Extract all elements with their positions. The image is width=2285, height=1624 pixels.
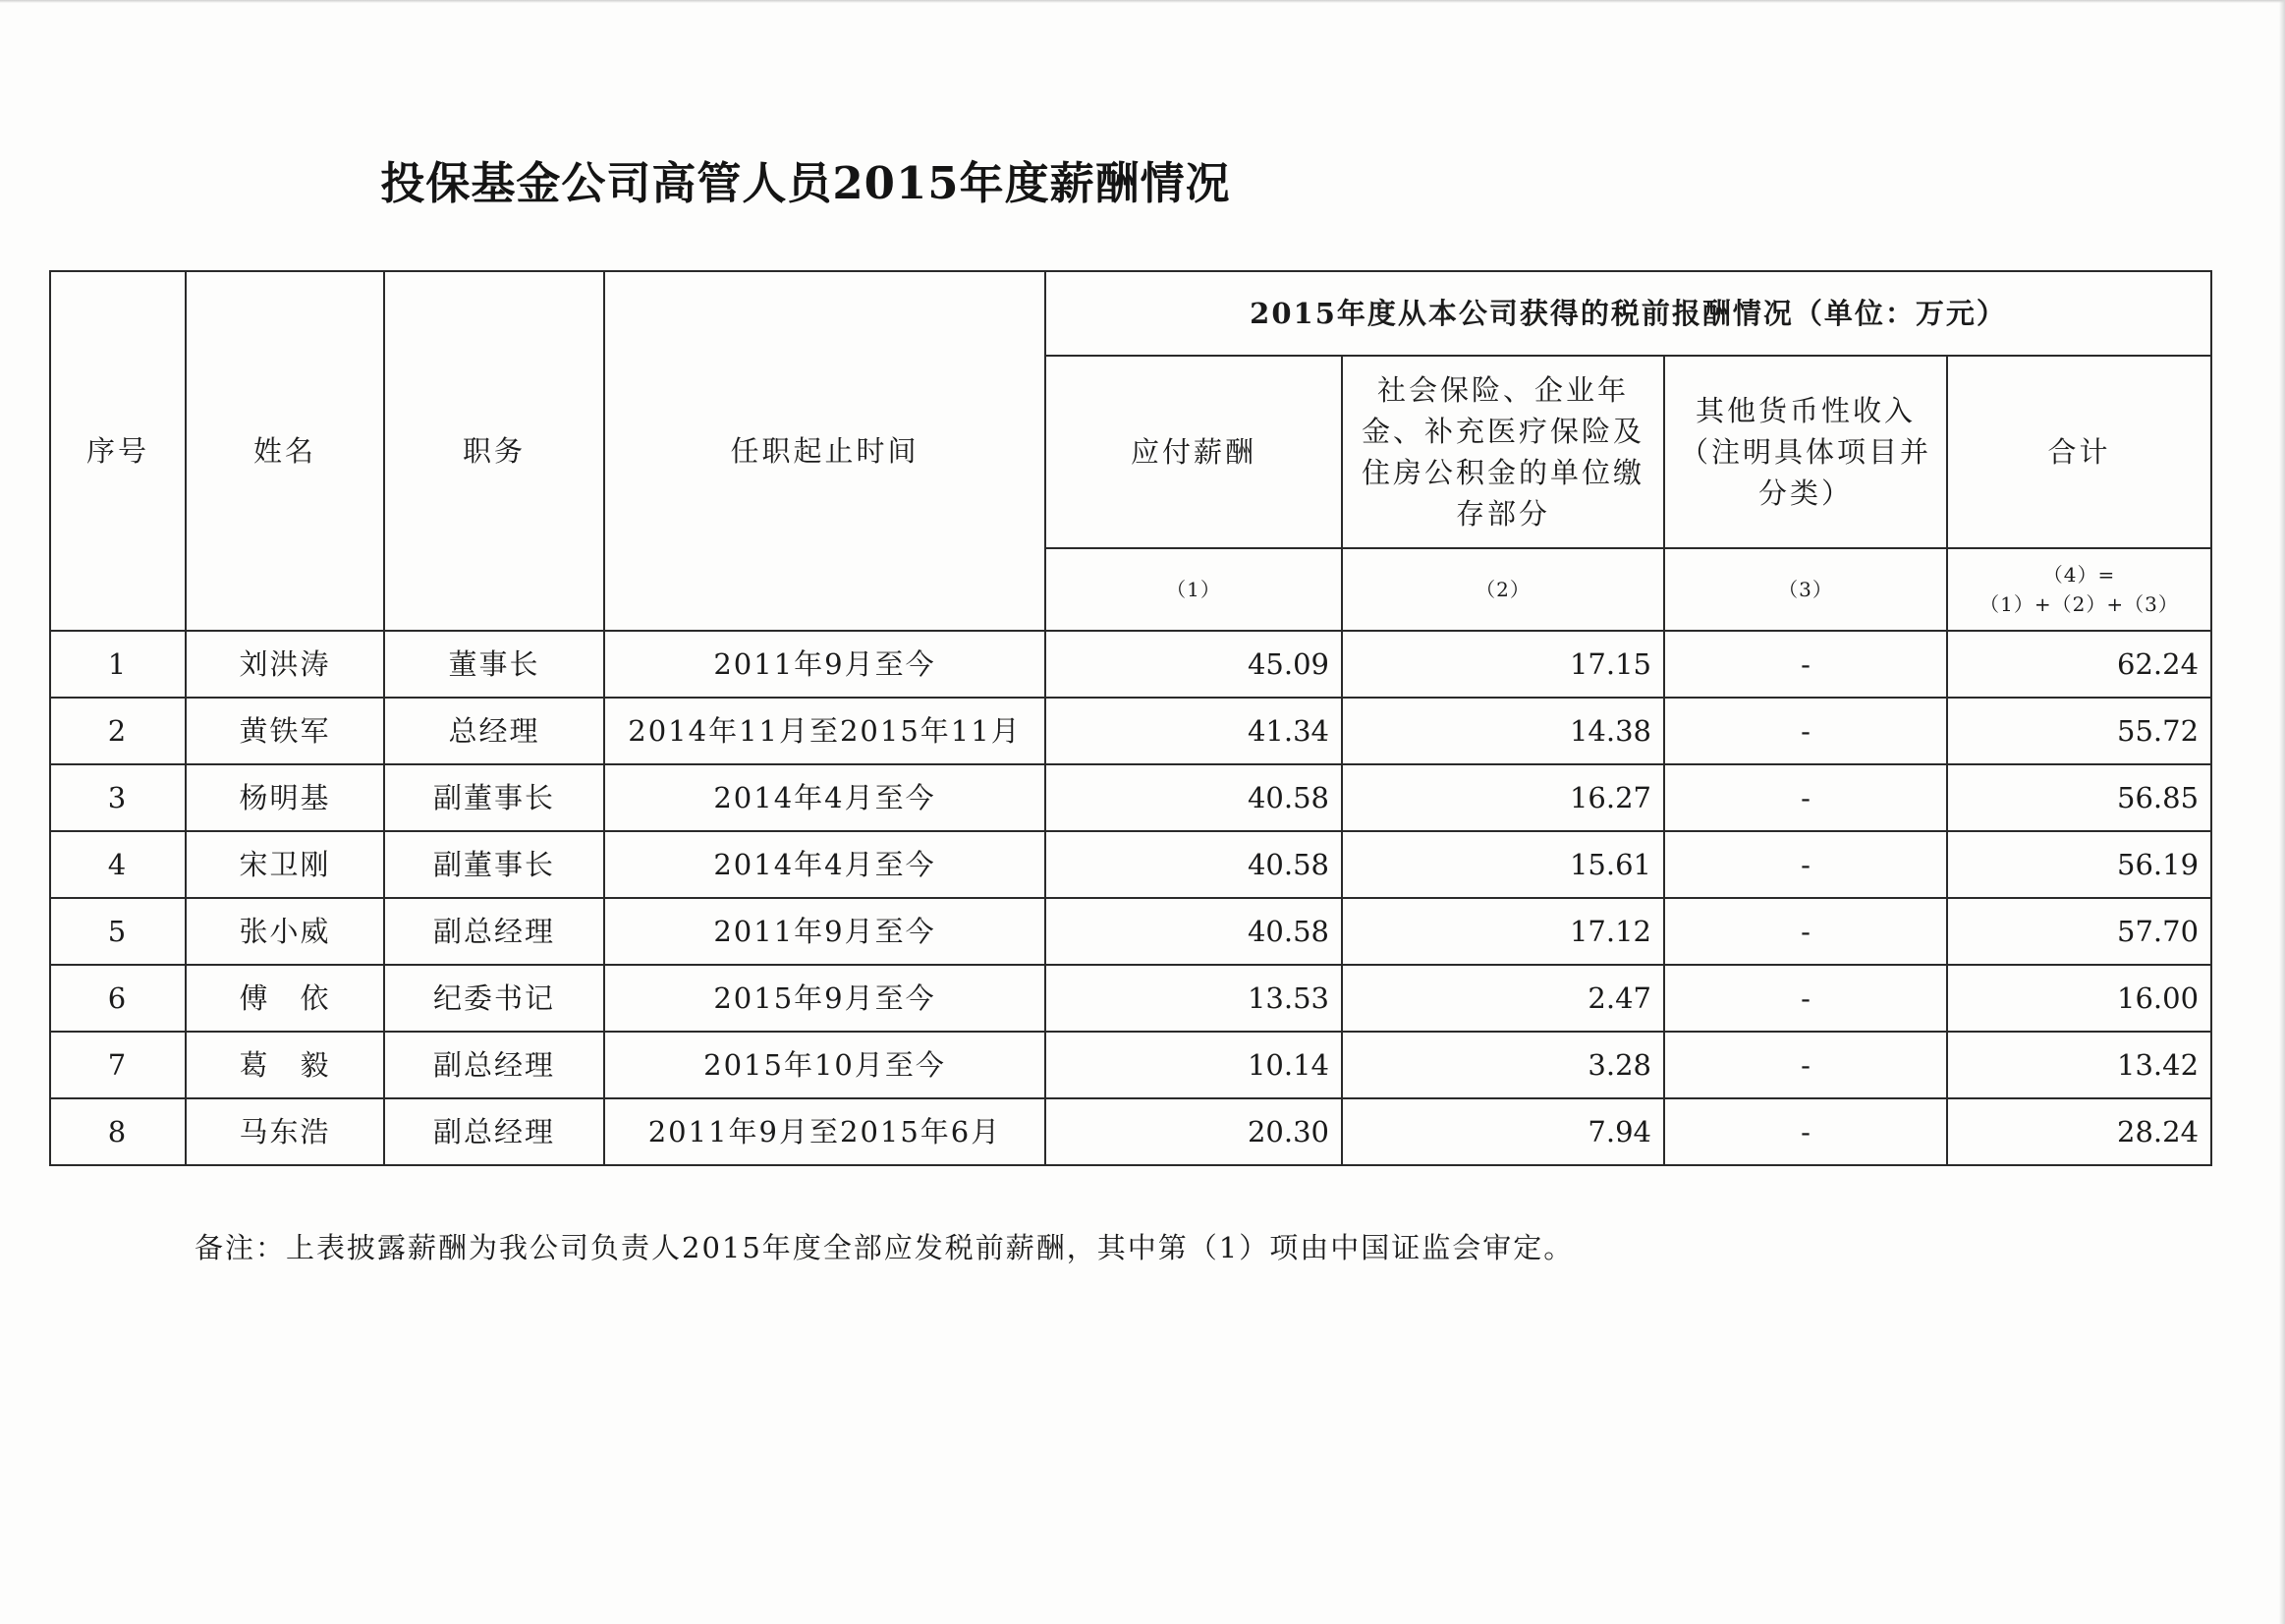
cell-term: 2015年10月至今	[604, 1032, 1045, 1098]
table-header	[50, 271, 2211, 631]
cell-seq: 4	[50, 831, 186, 898]
cell-other: -	[1664, 764, 1947, 831]
table-body	[50, 631, 2211, 1165]
cell-other: -	[1664, 831, 1947, 898]
cell-payable: 40.58	[1045, 831, 1342, 898]
cell-payable: 45.09	[1045, 631, 1342, 698]
cell-payable: 20.30	[1045, 1098, 1342, 1165]
header-num-3: （3）	[1664, 548, 1947, 631]
cell-name: 葛 毅	[186, 1032, 384, 1098]
cell-payable: 13.53	[1045, 965, 1342, 1032]
cell-term: 2011年9月至今	[604, 631, 1045, 698]
cell-term: 2014年4月至今	[604, 764, 1045, 831]
header-payable: 应付薪酬	[1045, 356, 1342, 548]
table-row	[50, 764, 2211, 831]
cell-position: 副总经理	[384, 1098, 604, 1165]
header-num-4: （4）=（1）+（2）+（3）	[1947, 548, 2211, 631]
cell-seq: 2	[50, 698, 186, 764]
header-position: 职务	[384, 271, 604, 631]
document-title: 投保基金公司高管人员2015年度薪酬情况	[380, 157, 1231, 209]
table-row	[50, 631, 2211, 698]
header-social-insurance: 社会保险、企业年金、补充医疗保险及住房公积金的单位缴存部分	[1342, 356, 1664, 548]
cell-term: 2014年11月至2015年11月	[604, 698, 1045, 764]
cell-total: 16.00	[1947, 965, 2211, 1032]
cell-social: 2.47	[1342, 965, 1664, 1032]
cell-name: 傅 依	[186, 965, 384, 1032]
table-row	[50, 965, 2211, 1032]
cell-name: 马东浩	[186, 1098, 384, 1165]
cell-term: 2014年4月至今	[604, 831, 1045, 898]
header-seq: 序号	[50, 271, 186, 631]
header-num-1: （1）	[1045, 548, 1342, 631]
cell-seq: 8	[50, 1098, 186, 1165]
cell-social: 17.15	[1342, 631, 1664, 698]
cell-payable: 40.58	[1045, 898, 1342, 965]
cell-social: 16.27	[1342, 764, 1664, 831]
cell-seq: 3	[50, 764, 186, 831]
cell-social: 7.94	[1342, 1098, 1664, 1165]
header-other-income: 其他货币性收入（注明具体项目并分类）	[1664, 356, 1947, 548]
cell-name: 张小威	[186, 898, 384, 965]
cell-position: 董事长	[384, 631, 604, 698]
cell-other: -	[1664, 898, 1947, 965]
cell-name: 杨明基	[186, 764, 384, 831]
header-term: 任职起止时间	[604, 271, 1045, 631]
cell-seq: 6	[50, 965, 186, 1032]
cell-total: 56.19	[1947, 831, 2211, 898]
header-compensation-group: 2015年度从本公司获得的税前报酬情况（单位：万元）	[1045, 271, 2211, 356]
cell-other: -	[1664, 631, 1947, 698]
cell-total: 57.70	[1947, 898, 2211, 965]
cell-social: 14.38	[1342, 698, 1664, 764]
cell-term: 2015年9月至今	[604, 965, 1045, 1032]
table-row	[50, 1098, 2211, 1165]
cell-total: 13.42	[1947, 1032, 2211, 1098]
cell-total: 28.24	[1947, 1098, 2211, 1165]
table-row	[50, 698, 2211, 764]
cell-other: -	[1664, 965, 1947, 1032]
cell-seq: 1	[50, 631, 186, 698]
cell-position: 总经理	[384, 698, 604, 764]
table-row	[50, 1032, 2211, 1098]
cell-payable: 10.14	[1045, 1032, 1342, 1098]
cell-position: 副董事长	[384, 831, 604, 898]
cell-payable: 41.34	[1045, 698, 1342, 764]
cell-other: -	[1664, 1098, 1947, 1165]
cell-seq: 5	[50, 898, 186, 965]
cell-other: -	[1664, 1032, 1947, 1098]
cell-position: 纪委书记	[384, 965, 604, 1032]
cell-total: 62.24	[1947, 631, 2211, 698]
cell-social: 3.28	[1342, 1032, 1664, 1098]
cell-position: 副总经理	[384, 1032, 604, 1098]
cell-name: 黄铁军	[186, 698, 384, 764]
cell-total: 55.72	[1947, 698, 2211, 764]
cell-name: 刘洪涛	[186, 631, 384, 698]
header-total: 合计	[1947, 356, 2211, 548]
cell-term: 2011年9月至2015年6月	[604, 1098, 1045, 1165]
table-row	[50, 898, 2211, 965]
cell-seq: 7	[50, 1032, 186, 1098]
header-num-2: （2）	[1342, 548, 1664, 631]
scan-edge-right	[2279, 0, 2285, 1624]
footnote-remark: 备注：上表披露薪酬为我公司负责人2015年度全部应发税前薪酬，其中第（1）项由中国证监会审定。	[195, 1231, 1575, 1264]
cell-other: -	[1664, 698, 1947, 764]
cell-total: 56.85	[1947, 764, 2211, 831]
cell-payable: 40.58	[1045, 764, 1342, 831]
header-name: 姓名	[186, 271, 384, 631]
cell-social: 15.61	[1342, 831, 1664, 898]
cell-position: 副总经理	[384, 898, 604, 965]
compensation-table	[49, 270, 2212, 1166]
cell-name: 宋卫刚	[186, 831, 384, 898]
cell-term: 2011年9月至今	[604, 898, 1045, 965]
cell-social: 17.12	[1342, 898, 1664, 965]
table-row	[50, 831, 2211, 898]
cell-position: 副董事长	[384, 764, 604, 831]
scan-edge-top	[0, 0, 2285, 3]
